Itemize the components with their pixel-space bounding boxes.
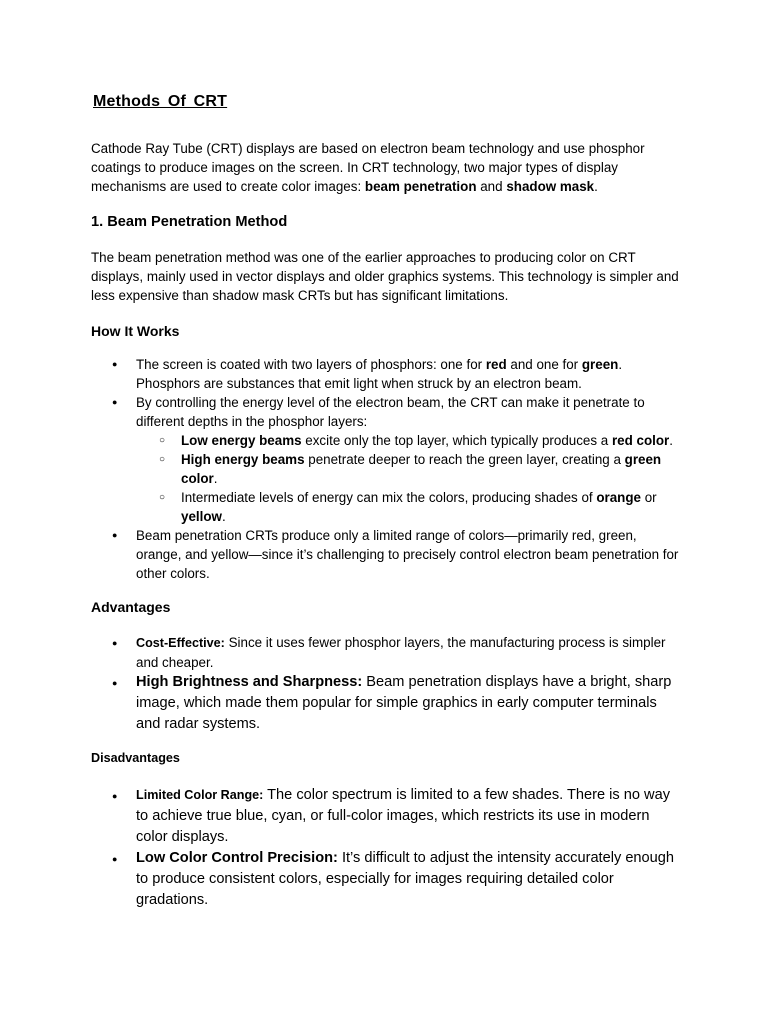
intro-paragraph (91, 139, 681, 196)
bold-green-color: green color (181, 452, 662, 486)
bold-red: red (485, 357, 507, 372)
advantage-label: High Brightness and Sharpness: (136, 674, 363, 690)
disadvantage-label: Low Color Control Precision: (136, 850, 338, 866)
list-item (91, 355, 681, 393)
sublist-item (136, 488, 681, 526)
intro-bold-shadow-mask: shadow mask (506, 179, 595, 194)
page-title: Methods Of CRT (93, 93, 228, 110)
advantage-label: Cost-Effective: (136, 636, 225, 650)
list-item-text: By controlling the energy level of the electron beam, the CRT can make it penetrate to different depths in the phosphor layers: (136, 395, 645, 429)
sublist-item-text: . (221, 509, 226, 524)
intro-text-2: and (476, 179, 507, 194)
intro-text-3: . (594, 179, 598, 194)
bold-yellow: yellow (181, 509, 222, 524)
bold-green: green (581, 357, 619, 372)
intro-text-1: Cathode Ray Tube (CRT) displays are based on electron beam technology and use phosphor coatings to produce images on the screen. In CRT technology, two major types of display mechanisms are used to create color images: (91, 141, 645, 194)
advantages-list (91, 633, 681, 735)
beam-penetration-paragraph: The beam penetration method was one of the earlier approaches to producing color on CRT displays, mainly used in vector displays and older graphics systems. This technology is simpler and less expensive than shadow mask CRTs but has significant limitations. (91, 250, 679, 303)
sublist-item-text: Intermediate levels of energy can mix the colors, producing shades of (181, 490, 597, 505)
list-item (91, 393, 681, 526)
bold-red-color: red color (611, 433, 670, 448)
disadvantage-label: Limited Color Range: (136, 788, 264, 802)
sublist-item-text: or (641, 490, 657, 505)
list-item (91, 672, 681, 735)
disadvantages-heading: Disadvantages (91, 751, 180, 765)
section-heading-beam-penetration: 1. Beam Penetration Method (91, 214, 288, 230)
list-item-text: The screen is coated with two layers of phosphors: one for (136, 357, 486, 372)
advantages-heading: Advantages (91, 599, 171, 615)
disadvantages-list (91, 785, 681, 911)
how-it-works-list (91, 355, 681, 583)
sublist-item-text: excite only the top layer, which typically produces a (301, 433, 612, 448)
bold-orange: orange (596, 490, 641, 505)
bold-high-energy: High energy beams (181, 452, 305, 467)
sublist-item-text: penetrate deeper to reach the green layer, creating a (304, 452, 625, 467)
document-body (91, 93, 681, 911)
list-item-text: . Phosphors are substances that emit light when struck by an electron beam. (136, 357, 623, 391)
list-item-text: and one for (506, 357, 582, 372)
intro-bold-beam-penetration: beam penetration (364, 179, 477, 194)
sublist-item (136, 450, 681, 488)
sublist-item-text: . (669, 433, 673, 448)
list-item (91, 633, 681, 672)
advantage-text: Since it uses fewer phosphor layers, the manufacturing process is simpler and cheaper. (136, 635, 666, 670)
sublist-item (136, 431, 681, 450)
list-item (91, 848, 681, 911)
bold-low-energy: Low energy beams (181, 433, 302, 448)
how-it-works-heading: How It Works (91, 323, 180, 339)
list-item: ● Beam penetration CRTs produce only a limited range of colors—primarily red, green, orange, and yellow—since it’s challenging to precisely control electron beam penetration for other colors. (91, 526, 681, 583)
advantage-text: Beam penetration displays have a bright, sharp image, which made them popular for simple graphics in early computer terminals and radar systems. (136, 674, 672, 732)
disadvantage-text: It’s difficult to adjust the intensity accurately enough to produce consistent colors, especially for images requiring detailed color gradations. (136, 850, 675, 908)
energy-levels-sublist (136, 431, 681, 526)
disadvantage-text: The color spectrum is limited to a few shades. There is no way to achieve true blue, cyan, or full-color images, which restricts its use in modern color displays. (136, 787, 670, 845)
sublist-item-text: . (213, 471, 218, 486)
list-item (91, 785, 681, 848)
